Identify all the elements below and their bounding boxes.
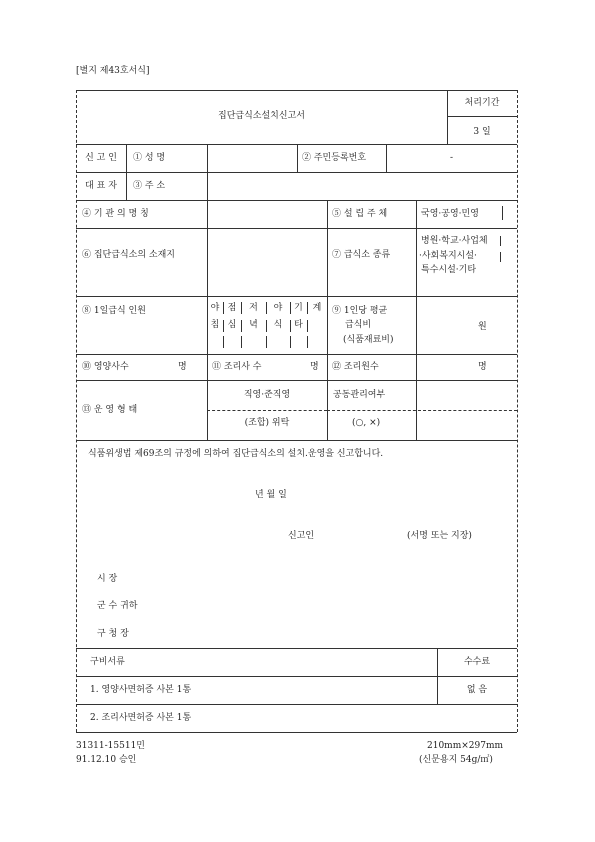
paper-weight: (신문용지 54g/㎡) [419,755,493,765]
meal-col-bottom: 녁 [249,320,258,330]
operation-mode: 직영·준직영 [243,390,291,400]
meal-col-bottom: 타 [294,320,303,330]
dietitian-label: ⑩ 영양사수 [82,362,129,372]
form-number: 31311-15511민 [76,741,145,751]
meal-col-bottom: 침 [210,320,220,330]
document-item: 2. 조리사면허증 사본 1통 [90,713,192,723]
addressee: 군 수 귀하 [97,601,138,611]
documents-header: 구비서류 [90,657,125,667]
addressee: 시 장 [97,574,118,584]
operation-mode: (조합) 위탁 [244,418,290,428]
cook-unit: 명 [310,362,319,372]
processing-label: 처리기간 [464,98,500,108]
declaration-text: 식품위생법 제69조의 규정에 의하여 집단급식소의 설치.운영을 신고합니다. [88,449,384,459]
meal-cost-unit: 원 [478,322,487,332]
document-item: 1. 영양사면허증 사본 1통 [90,685,192,695]
facility-type-label: ⑦ 급식소 종류 [332,250,391,260]
form-title: 집단급식소설치신고서 [218,111,305,121]
form-id: [별지 제43호서식] [76,66,150,76]
operation-label: ⑬ 운 영 형 태 [82,405,138,415]
date-line: 년 월 일 [255,490,287,500]
meal-col-top: 기 [294,303,303,313]
cook-label: ⑪ 조리사 수 [212,362,262,372]
rrn-label: ② 주민등록번호 [302,153,367,163]
joint-management-options: (○, ×) [352,418,381,428]
processing-value: 3 일 [473,127,491,137]
meal-col-bottom: 심 [227,320,237,330]
meal-col-top: 저 [249,303,258,313]
fee-label: 수수료 [463,657,491,667]
meal-col-top: 점 [227,303,237,313]
representative-label: 대 표 자 [85,181,117,191]
meal-col-top: 계 [312,303,322,313]
paper-size: 210mm×297mm [427,741,504,751]
meal-col-top: 야 [273,303,283,313]
helper-label: ⑫ 조리원수 [332,362,379,372]
facility-type-option: 병원·학교·사업체 [421,236,488,246]
facility-type-option: ·사회복지시설· [419,251,477,261]
meal-cost-label: (식품재료비) [343,335,394,345]
location-label: ⑥ 집단급식소의 소재지 [82,250,175,260]
approval-date: 91.12.10 승인 [76,755,137,765]
founder-options: 국영·공영·민영 [421,209,479,219]
signer-label: 신고인 [288,531,315,541]
meal-col-bottom: 식 [273,320,283,330]
reporter-label: 신 고 인 [85,153,117,163]
helper-unit: 명 [478,362,487,372]
fee-value: 없 음 [466,685,488,695]
joint-management-label: 공동관리여부 [333,390,386,400]
founder-label: ⑤ 설 립 주 체 [332,209,388,219]
meal-cost-label: 급식비 [345,320,372,330]
institution-name-label: ④ 기 관 의 명 칭 [82,209,149,219]
addressee: 구 청 장 [97,629,129,639]
address-label: ③ 주 소 [133,181,166,191]
facility-type-option: 특수시설·기타 [421,265,477,275]
daily-meals-label: ⑧ 1일급식 인원 [82,306,146,316]
dietitian-unit: 명 [178,362,187,372]
name-label: ① 성 명 [133,153,166,163]
meal-col-top: 야 [210,303,220,313]
signature-label: (서명 또는 지장) [407,531,472,541]
meal-cost-label: ⑨ 1인당 평균 [332,306,388,316]
rrn-value: - [449,153,454,163]
